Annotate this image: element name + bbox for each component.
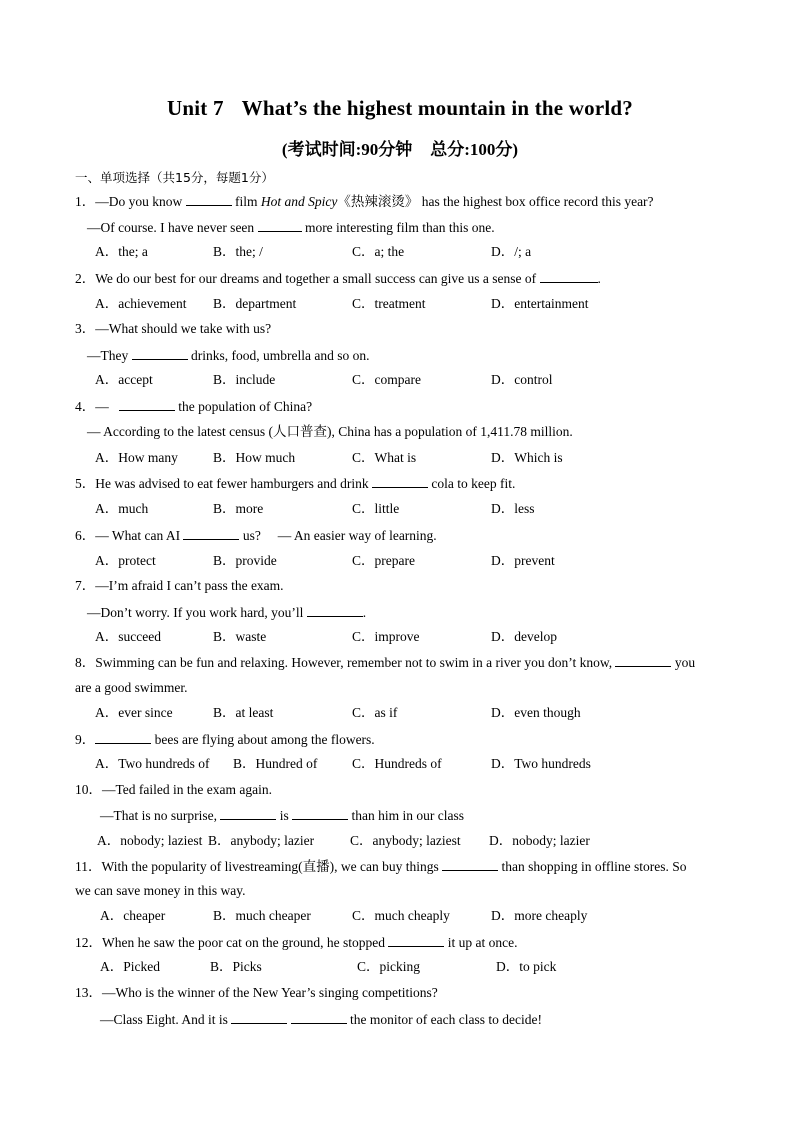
- page-subtitle: [0, 135, 800, 160]
- q12-option-c[interactable]: C．picking: [357, 959, 420, 974]
- section-heading: 一、单项选择（共15分，每题1分）: [75, 170, 274, 185]
- q1-option-d[interactable]: D．/; a: [491, 244, 532, 259]
- q3-line1: [75, 320, 271, 338]
- q3-option-b[interactable]: B．include: [213, 372, 276, 387]
- q7-number: 7．: [75, 578, 96, 593]
- q6-option-d[interactable]: D．prevent: [491, 553, 555, 568]
- q5-option-c[interactable]: C．little: [352, 501, 400, 516]
- q1-line2: [87, 218, 495, 237]
- answer-blank: [186, 192, 232, 206]
- q11-option-b[interactable]: B．much cheaper: [213, 908, 311, 923]
- q1-text-b: —Of course. I have never seen: [87, 220, 255, 235]
- q8-option-a[interactable]: A．ever since: [95, 705, 173, 720]
- q10-line2: [100, 806, 464, 825]
- q3-number: 3．: [75, 321, 96, 336]
- q1-option-a[interactable]: A．the; a: [95, 244, 148, 259]
- q6-text-a-end: us?: [242, 528, 261, 543]
- q10-option-a[interactable]: A．nobody; laziest: [97, 833, 203, 848]
- q1-number: 1．: [75, 194, 96, 209]
- q9-option-c[interactable]: C．Hundreds of: [352, 756, 442, 771]
- q1-text-a: —Do you know: [95, 194, 183, 209]
- q4-line2: — According to the latest census (人口普查), China has a population of 1,411.78 million.: [87, 424, 573, 439]
- answer-blank: [388, 933, 444, 947]
- q7-text-b-end: .: [362, 605, 367, 620]
- answer-blank: [540, 269, 598, 283]
- q2-line1: [75, 269, 601, 288]
- q6-option-c[interactable]: C．prepare: [352, 553, 415, 568]
- q10-text-a: —Ted failed in the exam again.: [102, 782, 272, 797]
- q1-option-b[interactable]: B．the; /: [213, 244, 263, 259]
- q2-option-d[interactable]: D．entertainment: [491, 296, 589, 311]
- q2-number: 2．: [75, 271, 96, 286]
- q2-option-b[interactable]: B．department: [213, 296, 297, 311]
- q12-line1: [75, 933, 518, 952]
- q2-option-c[interactable]: C．treatment: [352, 296, 426, 311]
- q4-option-d[interactable]: D．Which is: [491, 450, 563, 465]
- q5-option-d[interactable]: D．less: [491, 501, 535, 516]
- q3-text-b-end: drinks, food, umbrella and so on.: [191, 348, 370, 363]
- q13-line1: [75, 984, 438, 1002]
- q1-line1: [75, 192, 654, 211]
- q6-text-a: — What can AI: [95, 528, 181, 543]
- q11-text: With the popularity of livestreaming(直播), we can buy things: [101, 859, 439, 874]
- q3-option-d[interactable]: D．control: [491, 372, 553, 387]
- answer-blank: [95, 730, 151, 744]
- answer-blank: [372, 474, 428, 488]
- q8-option-b[interactable]: B．at least: [213, 705, 274, 720]
- q6-text-b: — An easier way of learning.: [277, 528, 437, 543]
- q13-text-a: —Who is the winner of the New Year’s singing competitions?: [102, 985, 438, 1000]
- q10-text-b-end: than him in our class: [351, 808, 464, 823]
- q8-text: Swimming can be fun and relaxing. However, remember not to swim in a river you don’t know,: [95, 655, 613, 670]
- subtitle-time: (考试时间:90分钟: [281, 140, 413, 159]
- q6-number: 6．: [75, 528, 96, 543]
- q7-text-b: —Don’t worry. If you work hard, you’ll: [87, 605, 304, 620]
- q11-line1: [75, 857, 687, 876]
- q6-option-a[interactable]: A．protect: [95, 553, 156, 568]
- q11-end: than shopping in offline stores. So: [501, 859, 687, 874]
- answer-blank: [442, 857, 498, 871]
- q9-option-a[interactable]: A．Two hundreds of: [95, 756, 210, 771]
- q4-option-b[interactable]: B．How much: [213, 450, 296, 465]
- q8-line2: are a good swimmer.: [75, 680, 188, 695]
- q8-end: you: [674, 655, 696, 670]
- answer-blank: [231, 1010, 287, 1024]
- q3-text-a: —What should we take with us?: [95, 321, 272, 336]
- q5-text: He was advised to eat fewer hamburgers and drink: [95, 476, 369, 491]
- answer-blank: [183, 526, 239, 540]
- q3-option-c[interactable]: C．compare: [352, 372, 421, 387]
- q4-text-a: —: [95, 399, 109, 414]
- q5-option-b[interactable]: B．more: [213, 501, 264, 516]
- answer-blank: [291, 1010, 347, 1024]
- q1-option-c[interactable]: C．a; the: [352, 244, 405, 259]
- q5-number: 5．: [75, 476, 96, 491]
- q6-line1: [75, 526, 437, 545]
- q11-line2: we can save money in this way.: [75, 883, 246, 898]
- q7-option-c[interactable]: C．improve: [352, 629, 420, 644]
- q2-end: .: [597, 271, 601, 286]
- q9-number: 9．: [75, 732, 96, 747]
- q10-option-b[interactable]: B．anybody; lazier: [208, 833, 315, 848]
- q7-text-a: —I’m afraid I can’t pass the exam.: [95, 578, 284, 593]
- q7-option-d[interactable]: D．develop: [491, 629, 557, 644]
- q2-option-a[interactable]: A．achievement: [95, 296, 187, 311]
- q5-option-a[interactable]: A．much: [95, 501, 149, 516]
- q10-number: 10．: [75, 782, 102, 797]
- q10-option-c[interactable]: C．anybody; laziest: [350, 833, 461, 848]
- title-question: What’s the highest mountain in the world?: [241, 96, 633, 120]
- q3-line2: [87, 346, 369, 365]
- q11-option-c[interactable]: C．much cheaply: [352, 908, 450, 923]
- q11-option-d[interactable]: D．more cheaply: [491, 908, 588, 923]
- page-title: [0, 96, 800, 121]
- q3-text-b: —They: [87, 348, 129, 363]
- q4-option-a[interactable]: A．How many: [95, 450, 178, 465]
- q10-text-b: —That is no surprise,: [100, 808, 217, 823]
- q9-option-b[interactable]: B．Hundred of: [233, 756, 318, 771]
- q7-line2: [87, 603, 366, 622]
- q4-option-c[interactable]: C．What is: [352, 450, 417, 465]
- q4-number: 4．: [75, 399, 96, 414]
- q13-line2: [100, 1010, 542, 1029]
- q8-number: 8．: [75, 655, 96, 670]
- q1-film: film: [235, 194, 258, 209]
- q12-option-d[interactable]: D．to pick: [496, 959, 557, 974]
- answer-blank: [258, 218, 302, 232]
- q12-option-a[interactable]: A．Picked: [100, 959, 160, 974]
- q1-cn-title: 《热辣滚烫》: [337, 194, 419, 209]
- answer-blank: [615, 653, 671, 667]
- q7-line1: [75, 577, 284, 595]
- q9-end: bees are flying about among the flowers.: [154, 732, 375, 747]
- q12-end: it up at once.: [447, 935, 518, 950]
- answer-blank: [220, 806, 276, 820]
- q7-option-b[interactable]: B．waste: [213, 629, 267, 644]
- q11-option-a[interactable]: A．cheaper: [100, 908, 166, 923]
- q4-text-a-end: the population of China?: [178, 399, 313, 414]
- q13-text-b: —Class Eight. And it is: [100, 1012, 228, 1027]
- subtitle-score: 总分:100分): [430, 140, 519, 159]
- q9-line1: [75, 730, 375, 749]
- q10-text-b-mid: is: [279, 808, 289, 823]
- q1-text-b-end: more interesting film than this one.: [304, 220, 495, 235]
- q5-end: cola to keep fit.: [431, 476, 516, 491]
- title-unit: Unit 7: [167, 96, 224, 120]
- q12-text: When he saw the poor cat on the ground, he stopped: [102, 935, 386, 950]
- q12-number: 12．: [75, 935, 102, 950]
- q1-text-a-end: has the highest box office record this year?: [421, 194, 654, 209]
- q8-option-c[interactable]: C．as if: [352, 705, 398, 720]
- answer-blank: [119, 397, 175, 411]
- answer-blank: [307, 603, 363, 617]
- q7-option-a[interactable]: A．succeed: [95, 629, 161, 644]
- q12-option-b[interactable]: B．Picks: [210, 959, 262, 974]
- q10-line1: [75, 781, 272, 799]
- q1-film-title: Hot and Spicy: [260, 194, 338, 209]
- q4-line1: [75, 397, 312, 416]
- q2-text: We do our best for our dreams and together a small success can give us a sense of: [95, 271, 537, 286]
- answer-blank: [132, 346, 188, 360]
- q13-number: 13．: [75, 985, 102, 1000]
- q8-option-d[interactable]: D．even though: [491, 705, 581, 720]
- q6-option-b[interactable]: B．provide: [213, 553, 277, 568]
- q13-text-b-end: the monitor of each class to decide!: [350, 1012, 542, 1027]
- q11-number: 11．: [75, 859, 102, 874]
- q3-option-a[interactable]: A．accept: [95, 372, 153, 387]
- q9-option-d[interactable]: D．Two hundreds: [491, 756, 591, 771]
- q10-option-d[interactable]: D．nobody; lazier: [489, 833, 590, 848]
- q5-line1: [75, 474, 515, 493]
- answer-blank: [292, 806, 348, 820]
- q8-line1: [75, 653, 695, 672]
